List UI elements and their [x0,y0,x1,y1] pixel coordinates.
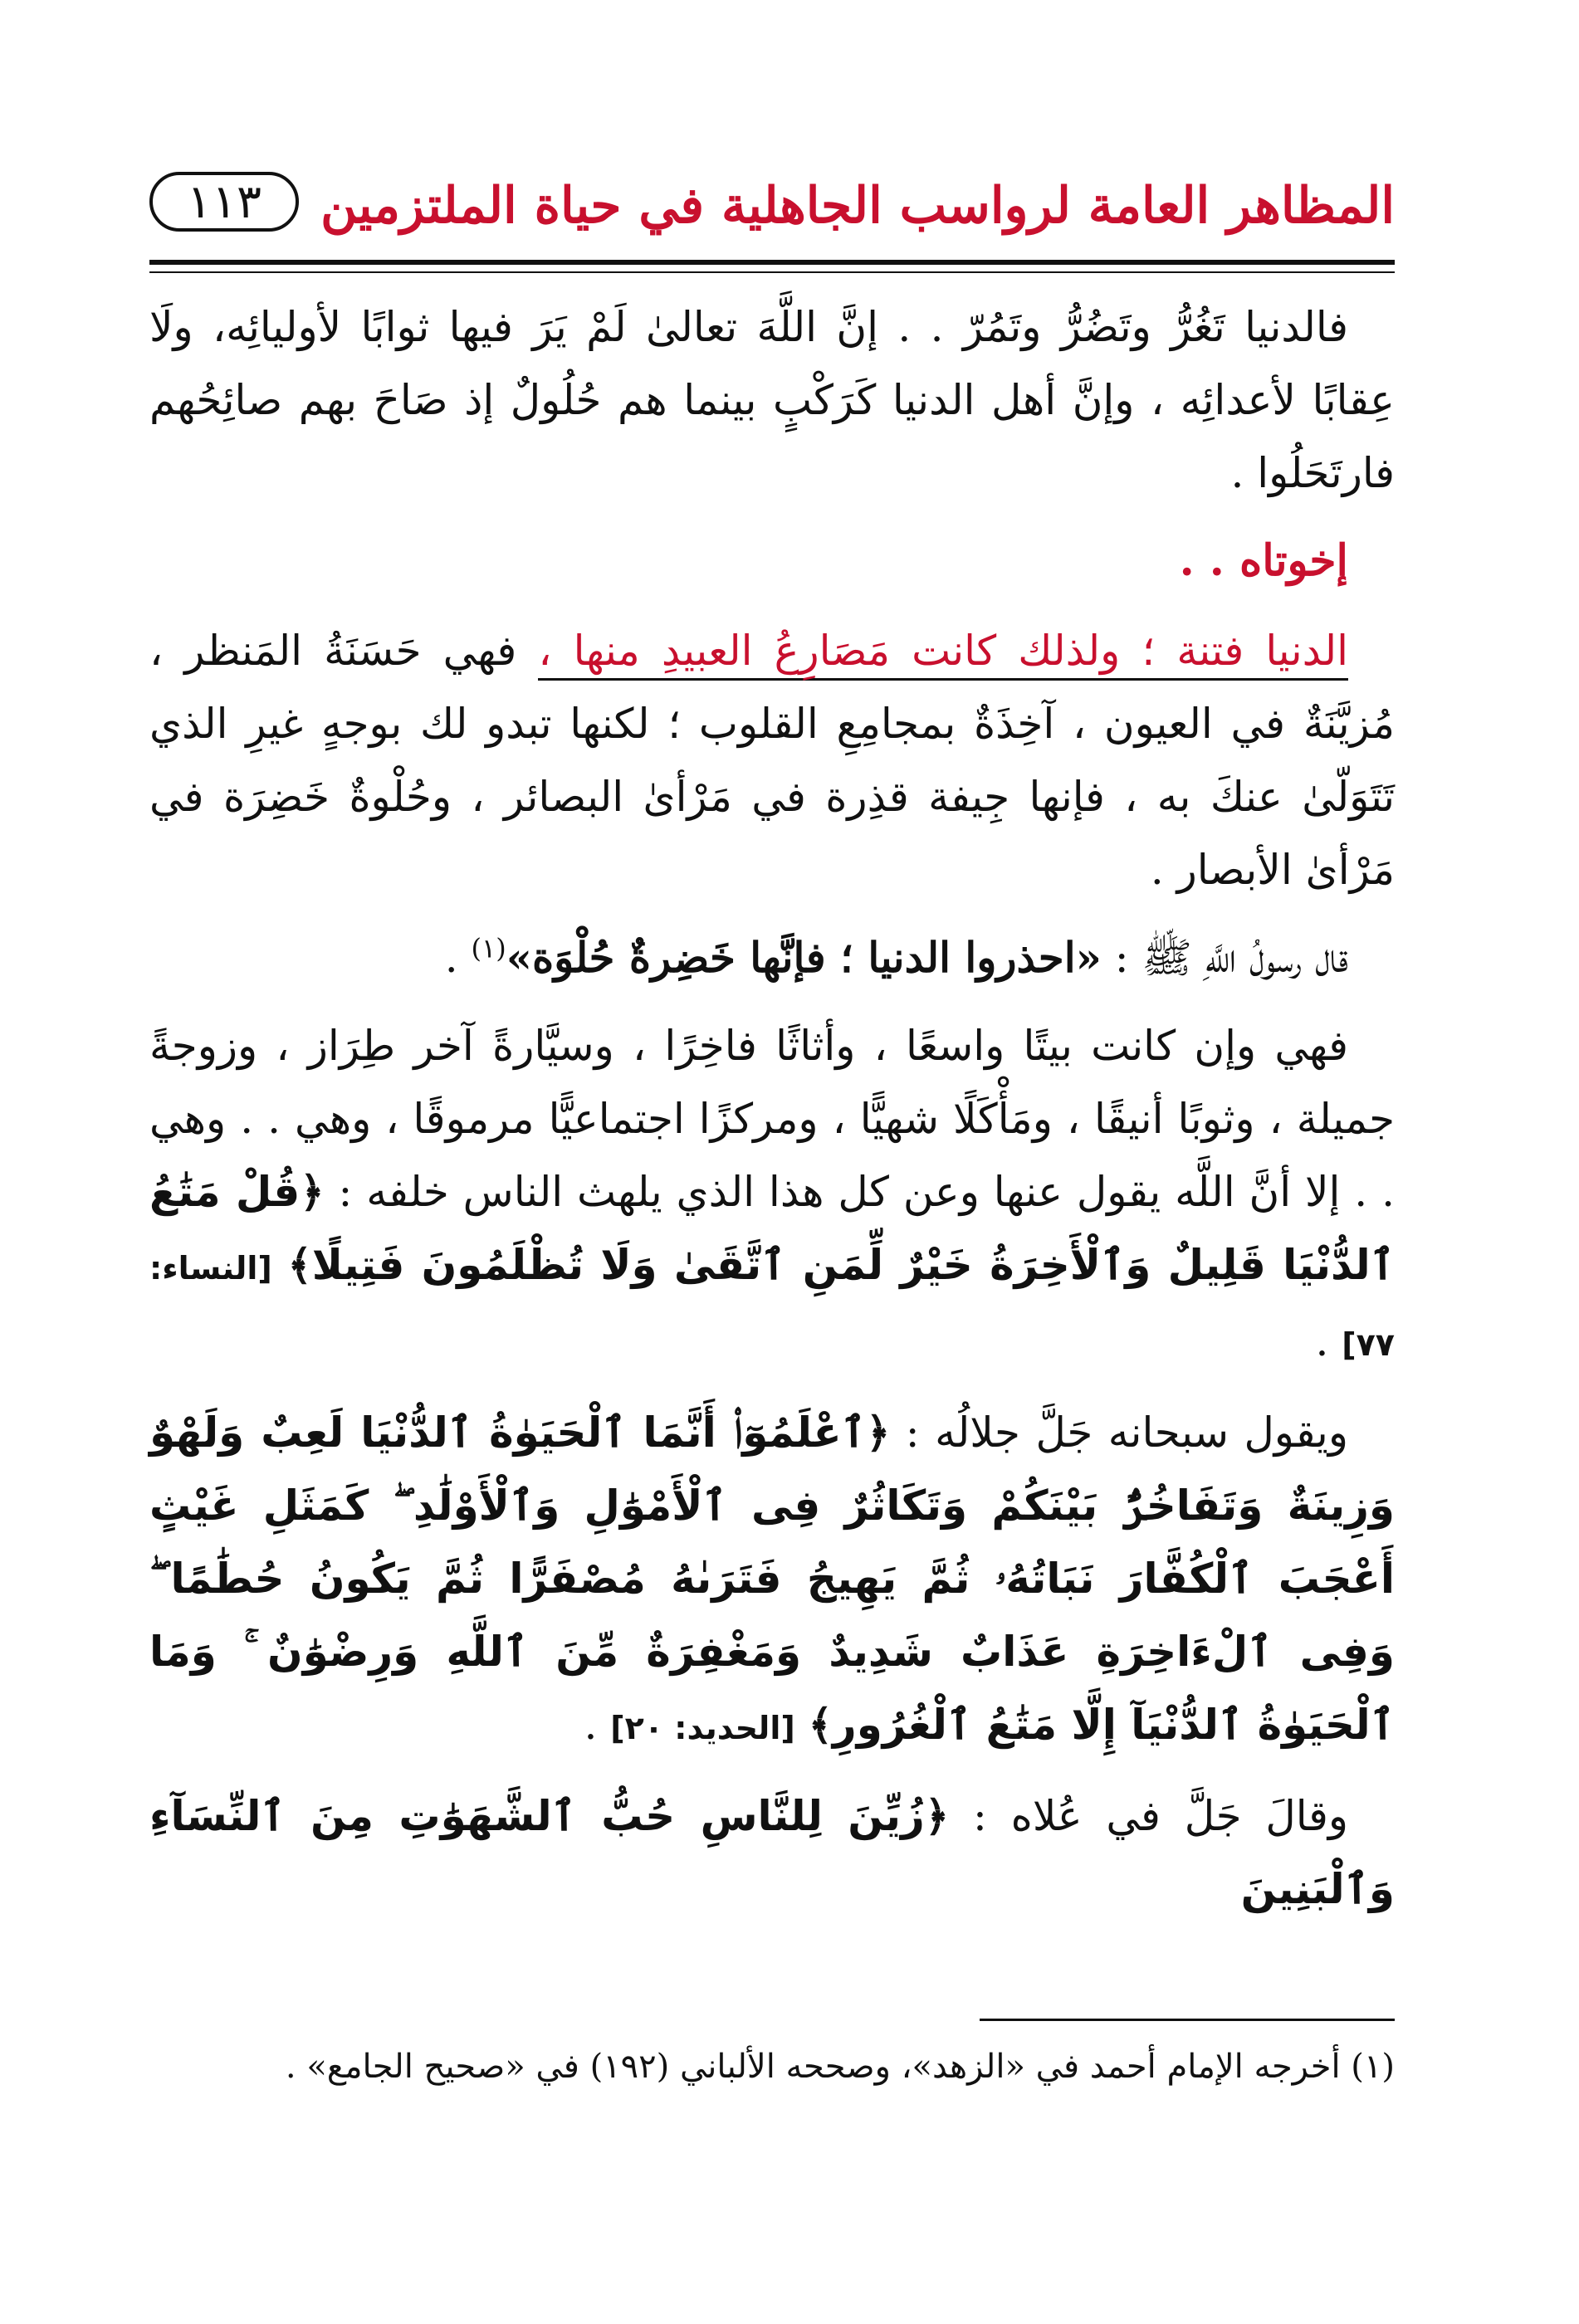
paragraph-4-end: . [1315,1317,1342,1365]
verse-reference-hadid: [الحديد: ٢٠] [610,1710,795,1746]
paragraph-3 [149,921,1395,994]
paragraph-4 [149,1009,1395,1381]
paragraph-1: فالدنيا تَغُرُّ وتَضُرُّ وتَمُرّ . . إنَّ اللَّهَ تعالىٰ لَمْ يَرَ فيها ثوابًا لأوليائِه، ولَا عِقابًا لأعدائِه ، وإنَّ أهل الدنيا كَرَكْبٍ بينما هم حُلُولٌ إذ صَاحَ بهم صائِحُهم فارتَحَلُوا . [149,303,1395,497]
paragraph-4-text: فهي وإن كانت بيتًا واسعًا ، وأثاثًا فاخِرًا ، وسيَّارةً آخر طِرَاز ، وزوجةً جميلة ، وثوبًا أنيقًا ، ومَأْكَلًا شهيًّا ، ومركزًا اجتماعيًّا مرموقًا ، وهي . . وهي . . إلا أنَّ اللَّه يقول عنها وعن كل هذا الذي يلهث الناس خلفه : [149,1022,1395,1216]
paragraph-6 [149,1780,1395,1926]
page-header [149,170,1395,245]
hadith-intro: قال رسولُ اللَّهِ ﷺ : [1101,934,1348,982]
footnote-marker[interactable]: (١) [471,932,506,964]
hadith-text: «احذروا الدنيا ؛ فإنَّها خَضِرةٌ حُلْوَة» [506,933,1102,982]
header-rule-thick [149,260,1395,265]
paragraph-5-end: . [584,1701,611,1749]
paragraph-5-intro: ويقول سبحانه جَلَّ جلالُه : [890,1409,1348,1457]
quran-verse-al-imran: ﴿زُيِّنَ لِلنَّاسِ حُبُّ ٱلشَّهَوَٰتِ مِنَ ٱلنِّسَآءِ وَٱلْبَنِينَ [149,1792,1395,1913]
main-text [149,290,1395,1941]
paragraph-3-end: . [444,934,472,982]
paragraph-2 [149,614,1395,906]
page-number-badge: ١١٣ [149,172,299,232]
footnote-separator [980,2019,1395,2021]
quran-verse-nisa: ﴿قُلْ مَتَٰعُ ٱلدُّنْيَا قَلِيلٌ وَٱلْأَخِرَةُ خَيْرٌ لِّمَنِ ٱتَّقَىٰ وَلَا تُظْلَمُونَ فَتِيلًا﴾ [149,1168,1395,1289]
paragraph-2-rest: فهي حَسَنَةُ المَنظر ، مُزيَّنَةٌ في العيون ، آخِذَةٌ بمجامِعِ القلوب ؛ لكنها تبدو لك بوجهٍ غيرِ الذي تَتَوَلّىٰ عنكَ به ، فإنها جِيفة قذِرة في مَرْأىٰ البصائر ، وحُلْوةٌ خَضِرَة في مَرْأىٰ الأبصار . [149,627,1395,894]
paragraph-6-intro: وقالَ جَلَّ في عُلاه : [949,1792,1348,1840]
footnote: (١) أخرجه الإمام أحمد في «الزهد»، وصححه الألباني (١٩٢) في «صحيح الجامع» . [285,2048,1395,2086]
header-rule-thin [149,271,1395,273]
section-heading: إخوتاه . . [1179,535,1348,586]
highlighted-phrase: الدنيا فتنة ؛ ولذلك كانت مَصَارِعُ العبيدِ منها ، [538,627,1348,681]
paragraph-5 [149,1396,1395,1765]
running-title: المظاهر العامة لرواسب الجاهلية في حياة الملتزمين [320,177,1395,235]
verse-reference-nisa: [النساء: ٧٧] [149,1250,1395,1363]
quran-verse-hadid: ﴿ٱعْلَمُوٓا۟ أَنَّمَا ٱلْحَيَوٰةُ ٱلدُّنْيَا لَعِبٌ وَلَهْوٌ وَزِينَةٌ وَتَفَاخُرٌۢ بَيْنَكُمْ وَتَكَاثُرٌ فِى ٱلْأَمْوَٰلِ وَٱلْأَوْلَٰدِ ۖ كَمَثَلِ غَيْثٍ أَعْجَبَ ٱلْكُفَّارَ نَبَاتُهُۥ ثُمَّ يَهِيجُ فَتَرَىٰهُ مُصْفَرًّا ثُمَّ يَكُونُ حُطَٰمًا ۖ وَفِى ٱلْءَاخِرَةِ عَذَابٌ شَدِيدٌ وَمَغْفِرَةٌ مِّنَ ٱللَّهِ وَرِضْوَٰنٌ ۚ وَمَا ٱلْحَيَوٰةُ ٱلدُّنْيَآ إِلَّا مَتَٰعُ ٱلْغُرُورِ﴾ [149,1409,1395,1749]
